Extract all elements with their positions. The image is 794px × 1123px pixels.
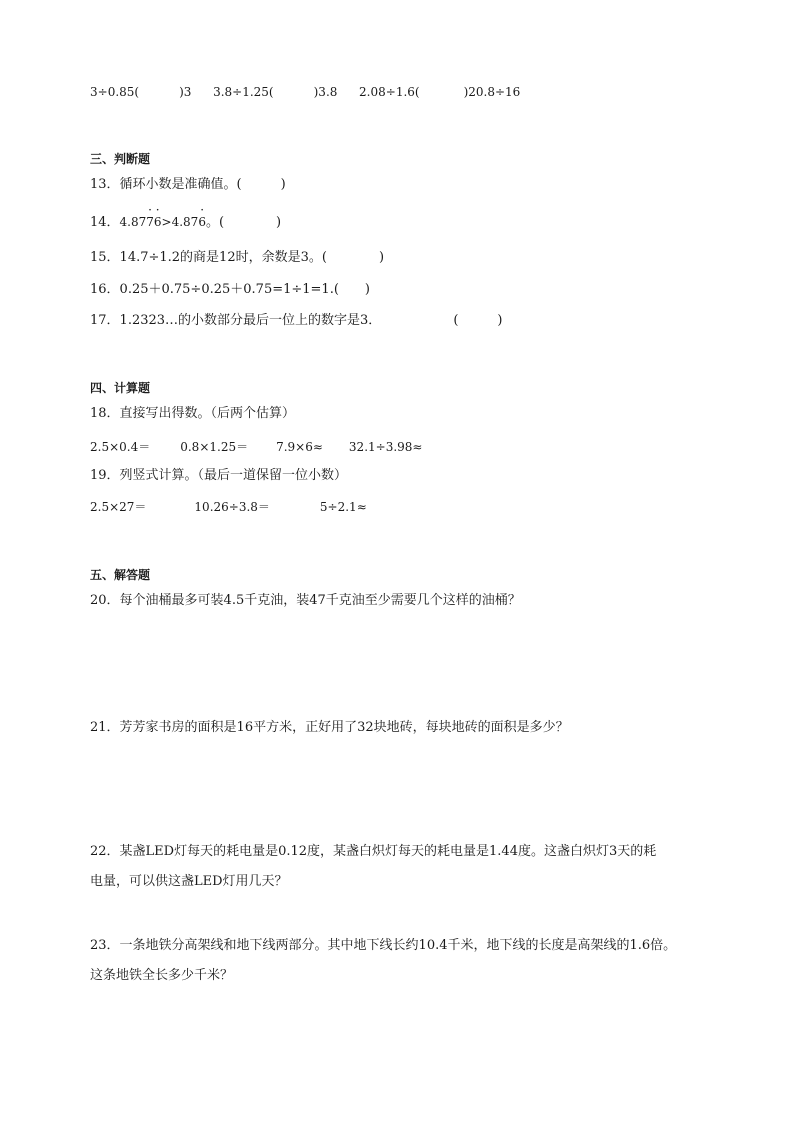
calc-item: 0.8×1.25＝ [180, 440, 249, 454]
question-22-line1: 22．某盏LED灯每天的耗电量是0.12度，某盏白炽灯每天的耗电量是1.44度。这盏白炽灯3天的耗 [90, 844, 657, 859]
question-13: 13．循环小数是准确值。( ) [90, 177, 286, 192]
question-23-line2: 这条地铁全长多少千米？ [90, 968, 234, 983]
section4-title: 四、计算题 [90, 381, 151, 395]
question-19-items [90, 498, 367, 516]
section3-title: 三、判断题 [90, 152, 151, 166]
calc-item: 2.5×27＝ [90, 500, 147, 514]
calc-item: 10.26÷3.8＝ [194, 500, 270, 514]
question-16: 16．0.25＋0.75÷0.25＋0.75=1÷1=1.( ) [90, 282, 370, 297]
compare-row [90, 83, 520, 101]
compare-left-3: 2.08÷1.6( [359, 85, 420, 99]
compare-left-1: 3÷0.85( [90, 85, 140, 99]
calc-item: 32.1÷3.98≈ [348, 440, 423, 454]
compare-right-1: )3 [179, 85, 192, 99]
question-17: 17．1.2323…的小数部分最后一位上的数字是3． ( ) [90, 313, 503, 328]
compare-left-2: 3.8÷1.25( [213, 85, 274, 99]
compare-right-3: )20.8÷16 [463, 85, 521, 99]
question-15: 15．14.7÷1.2的商是12时，余数是3。( ) [90, 250, 385, 265]
question-18: 18．直接写出得数。（后两个估算） [90, 406, 296, 421]
calc-item: 5÷2.1≈ [319, 500, 367, 514]
compare-right-2: )3.8 [313, 85, 338, 99]
question-21: 21．芳芳家书房的面积是16平方米，正好用了32块地砖，每块地砖的面积是多少？ [90, 720, 569, 735]
question-20: 20．每个油桶最多可装4.5千克油，装47千克油至少需要几个这样的油桶？ [90, 593, 521, 608]
question-22-line2: 电量，可以供这盏LED灯用几天？ [90, 874, 288, 889]
question-19: 19．列竖式计算。（最后一道保留一位小数） [90, 468, 348, 483]
question-18-items [90, 438, 422, 456]
answer-paren-17: ( ) [453, 313, 503, 328]
section5-title: 五、解答题 [90, 568, 151, 582]
calc-item: 7.9×6≈ [276, 440, 323, 454]
question-23-line1: 23．一条地铁分高架线和地下线两部分。其中地下线长约10.4千米，地下线的长度是高架线的1.6倍。 [90, 938, 677, 953]
calc-item: 2.5×0.4＝ [90, 440, 151, 454]
question-14: 14．4.87· 7· 6>4.87· 6。( ) [90, 213, 281, 232]
